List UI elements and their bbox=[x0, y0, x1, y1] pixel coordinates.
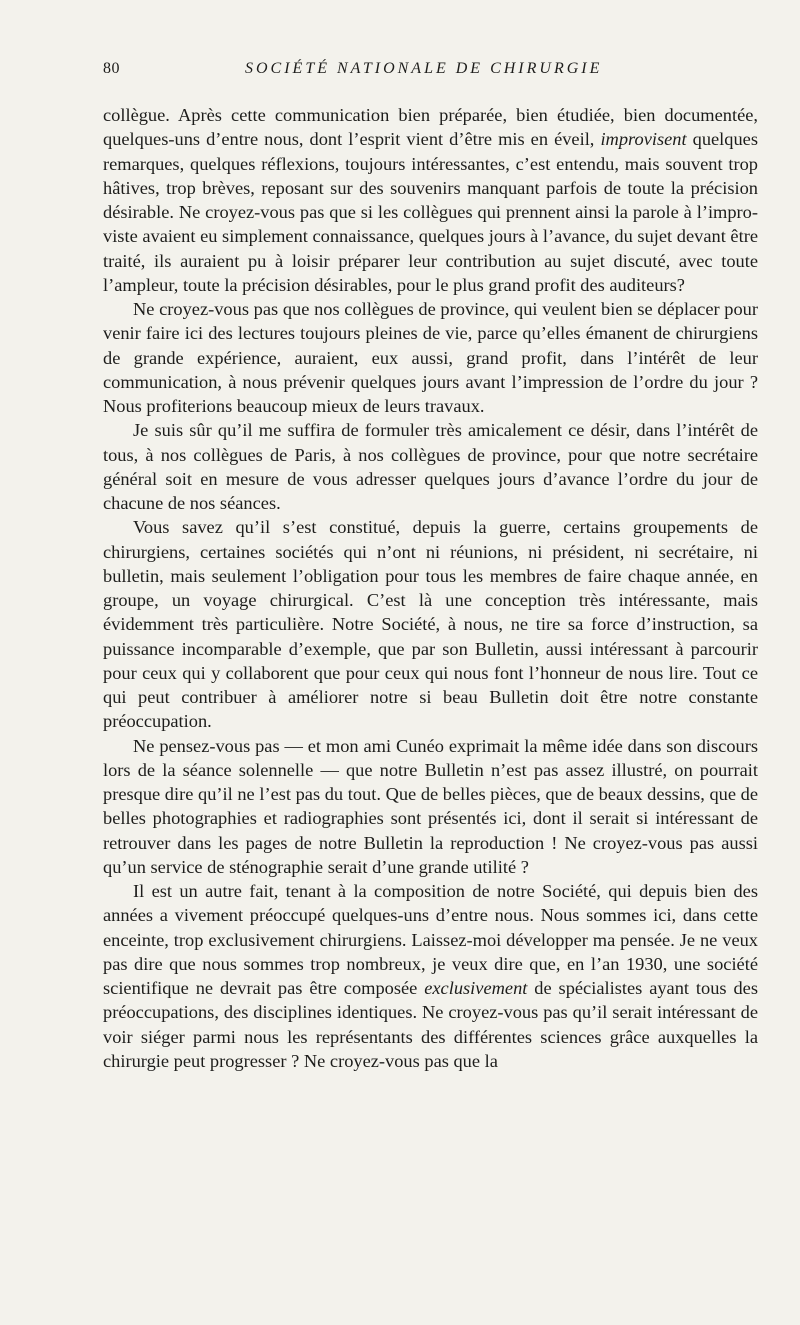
paragraph-2: Ne croyez-vous pas que nos collègues de province, qui veulent bien se déplacer pour venir faire ici des lectures toujours pleines de vie, parce qu’elles émanent de chirurgiens de grande expérience, auraient, eux aussi, grand profit, dans l’intérêt de leur communication, à nous prévenir quelques jours avant l’impression de l’ordre du jour ? Nous profiterions beaucoup mieux de leurs travaux. bbox=[103, 299, 758, 416]
paragraph-4: Vous savez qu’il s’est constitué, depuis la guerre, certains groupements de chirurgiens, certaines sociétés qui n’ont ni réunions, ni président, ni secrétaire, ni bulletin, mais seulement l’obligation pour tous les membres de faire chaque année, en groupe, un voyage chirurgical. C’est là une conception très intéressante, mais évidemment très particulière. Notre Société, à nous, ne tire sa force d’instruction, sa puissance incomparable d’exemple, que par son Bulletin, aussi intéressant à parcourir pour ceux qui y collaborent que pour ceux qui nous font l’honneur de nous lire. Tout ce qui peut contribuer à améliorer notre si beau Bulletin doit être notre constante préoccupation. bbox=[103, 517, 758, 732]
paragraph-5: Ne pensez-vous pas — et mon ami Cunéo exprimait la même idée dans son discours lors de la séance solennelle — que notre Bulletin n’est pas assez illustré, on pourrait presque dire qu’il ne l’est pas du tout. Que de belles pièces, que de beaux dessins, que de belles photographies et radiographies sont présentés ici, dont il serait si intéressant de retrouver dans les pages de notre Bulletin la reproduction ! Ne croyez-vous pas aussi qu’un service de sténographie serait d’une grande utilité ? bbox=[103, 735, 758, 877]
paragraph-1-text-end: quelques remarques, quelques réflexions, toujours intéressantes, c’est entendu, mais souvent trop hâtives, trop brèves, reposant sur des souvenirs manquant parfois de toute la précision désirable. Ne croyez-vous pas que si les collègues qui prennent ainsi la parole à l’improviste avaient eu simplement connaissance, quelques jours à l’avance, du sujet devant être traité, ils auraient pu à loisir préparer leur contribution au sujet discuté, avec toute l’ampleur, toute la précision désirables, pour le plus grand profit des auditeurs? bbox=[103, 129, 758, 295]
page-number: 80 bbox=[103, 60, 120, 77]
paragraph-6 bbox=[103, 879, 758, 1073]
paragraph-6-italic: exclusivement bbox=[424, 978, 528, 998]
paragraph-1 bbox=[103, 103, 758, 297]
paragraph-6-text-end: de spécialistes ayant tous des préoccupations, des disciplines identiques. Ne croyez-vous pas qu’il serait intéressant de voir siéger parmi nous les représentants des différentes sciences grâce auxquelles la chirurgie peut progresser ? Ne croyez-vous pas que la bbox=[103, 978, 758, 1071]
paragraph-6-text-start: Il est un autre fait, tenant à la composition de notre Société, qui depuis bien des années a vivement préoccupé quelques-uns d’entre nous. Nous sommes ici, dans cette enceinte, trop exclusivement chirurgiens. Laissez-moi développer ma pensée. Je ne veux pas dire que nous sommes trop nombreux, je veux dire que, en l’an 1930, une société scientifique ne devrait pas être composée bbox=[103, 881, 758, 998]
running-title: SOCIÉTÉ NATIONALE DE CHIRURGIE bbox=[245, 60, 603, 77]
running-header bbox=[103, 60, 763, 84]
paragraph-3: Je suis sûr qu’il me suffira de formuler très amicalement ce désir, dans l’intérêt de tous, à nos collègues de Paris, à nos collègues de province, pour que notre secrétaire général soit en mesure de vous adresser quelques jours d’avance l’ordre du jour de chacune de nos séances. bbox=[103, 420, 758, 513]
paragraph-1-italic: improvisent bbox=[600, 129, 687, 150]
paragraph-1-text-start: collègue. Après cette communication bien préparée, bien étudiée, bien documentée, quelques-uns d’entre nous, dont l’esprit vient d’être mis en éveil, bbox=[103, 105, 758, 150]
body-text bbox=[103, 103, 758, 1073]
